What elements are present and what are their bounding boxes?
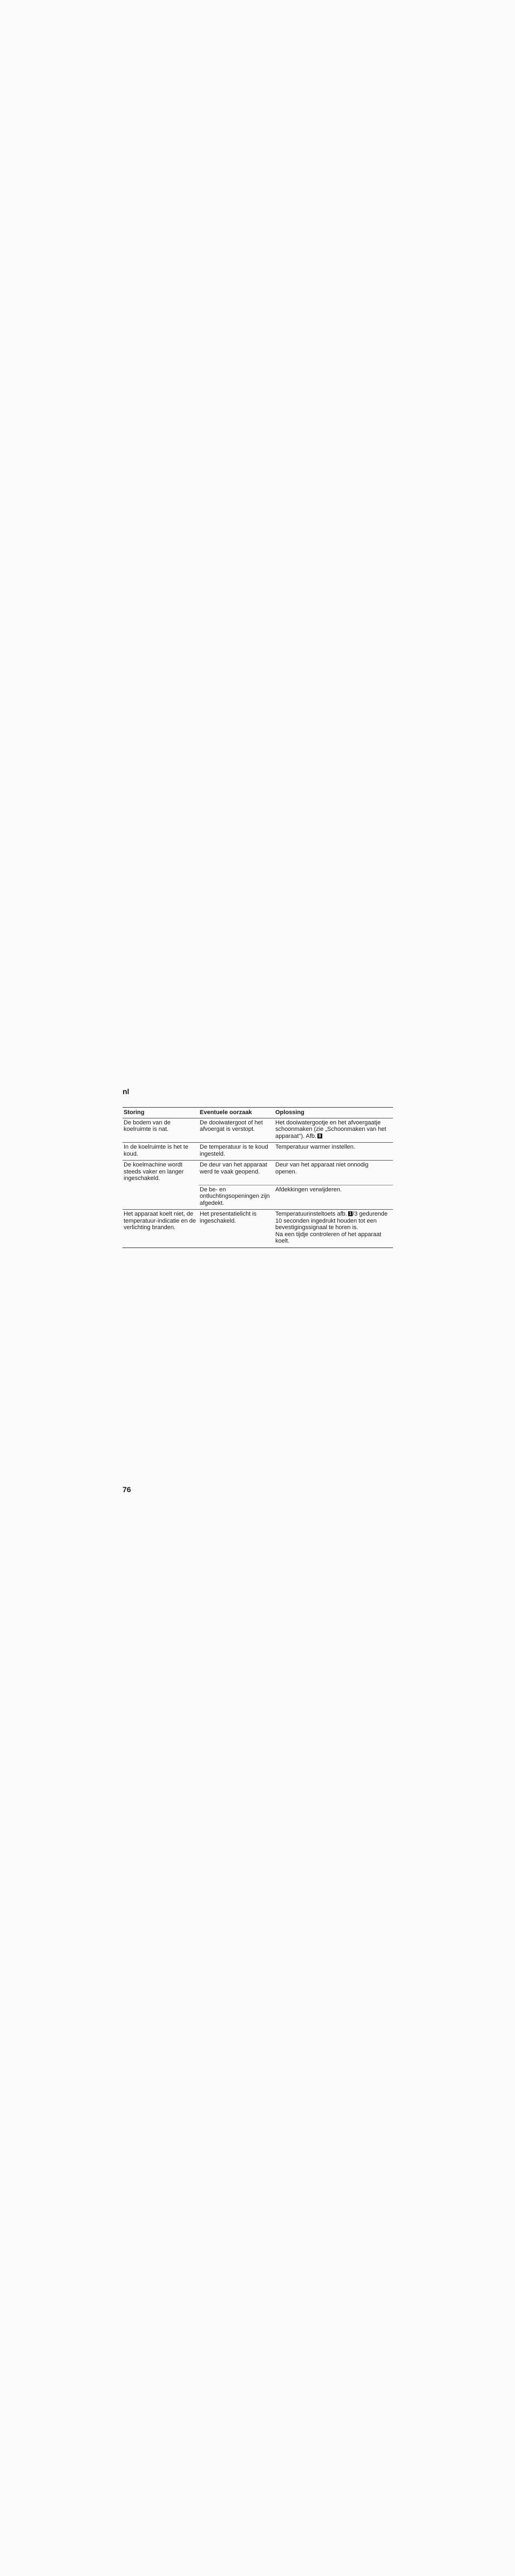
header-oplossing: Oplossing (275, 1109, 304, 1116)
oorzaak-cell: De be- en ontluchtingsopeningen zijn afgedekt. (199, 1185, 274, 1210)
table-row (123, 1209, 393, 1247)
table-bottom-rule (123, 1247, 393, 1248)
oorzaak-cell: De temperatuur is te koud ingesteld. (200, 1144, 268, 1157)
oplossing-cell: Deur van het apparaat niet onnodig openen. (275, 1162, 369, 1175)
header-oorzaak: Eventuele oorzaak (200, 1109, 252, 1116)
language-label: nl (123, 1087, 130, 1096)
oorzaak-cell: De deur van het apparaat werd te vaak geopend. (200, 1162, 267, 1175)
table-row (123, 1185, 393, 1210)
oorzaak-cell: De dooiwatergoot of het afvoergat is verstopt. (200, 1119, 263, 1132)
oplossing-text: Temperatuurinsteltoets afb. (275, 1211, 347, 1217)
oplossing-cell: Afdekkingen verwijderen. (274, 1185, 393, 1210)
storing-cell: In de koelruimte is het te koud. (124, 1144, 188, 1157)
oplossing-text: Het dooiwatergootje en het afvoergaatje schoonmaken (zie „Schoonmaken van het apparaat"). Afb. (275, 1119, 387, 1139)
oorzaak-cell: Het presentatielicht is ingeschakeld. (200, 1211, 257, 1224)
troubleshooting-table (123, 1107, 393, 1248)
table-row (123, 1118, 393, 1143)
storing-cell: Het apparaat koelt niet, de temperatuur-indicatie en de verlichting branden. (124, 1211, 196, 1231)
figure-ref-badge: 8 (319, 1133, 321, 1138)
table-header-row (123, 1107, 393, 1118)
oplossing-cell (274, 1118, 393, 1143)
oplossing-extra: Na een tijdje controleren of het apparaat koelt. (275, 1231, 382, 1244)
figure-ref-badge: 1 (349, 1211, 352, 1216)
storing-cell (123, 1185, 199, 1210)
oplossing-cell: Temperatuur warmer instellen. (275, 1144, 355, 1150)
table-row (123, 1142, 393, 1160)
oplossing-text-rest: /3 gedurende 10 seconden ingedrukt houden tot een bevestigingssignaal te horen is. (275, 1211, 388, 1231)
storing-cell: De bodem van de koelruimte is nat. (124, 1119, 171, 1132)
oplossing-step (275, 1211, 391, 1231)
storing-cell: De koelmachine wordt steeds vaker en langer ingeschakeld. (124, 1162, 184, 1182)
oplossing-cell (274, 1210, 393, 1247)
table-row (123, 1160, 393, 1185)
header-storing: Storing (124, 1109, 145, 1116)
page-number: 76 (123, 1485, 131, 1494)
